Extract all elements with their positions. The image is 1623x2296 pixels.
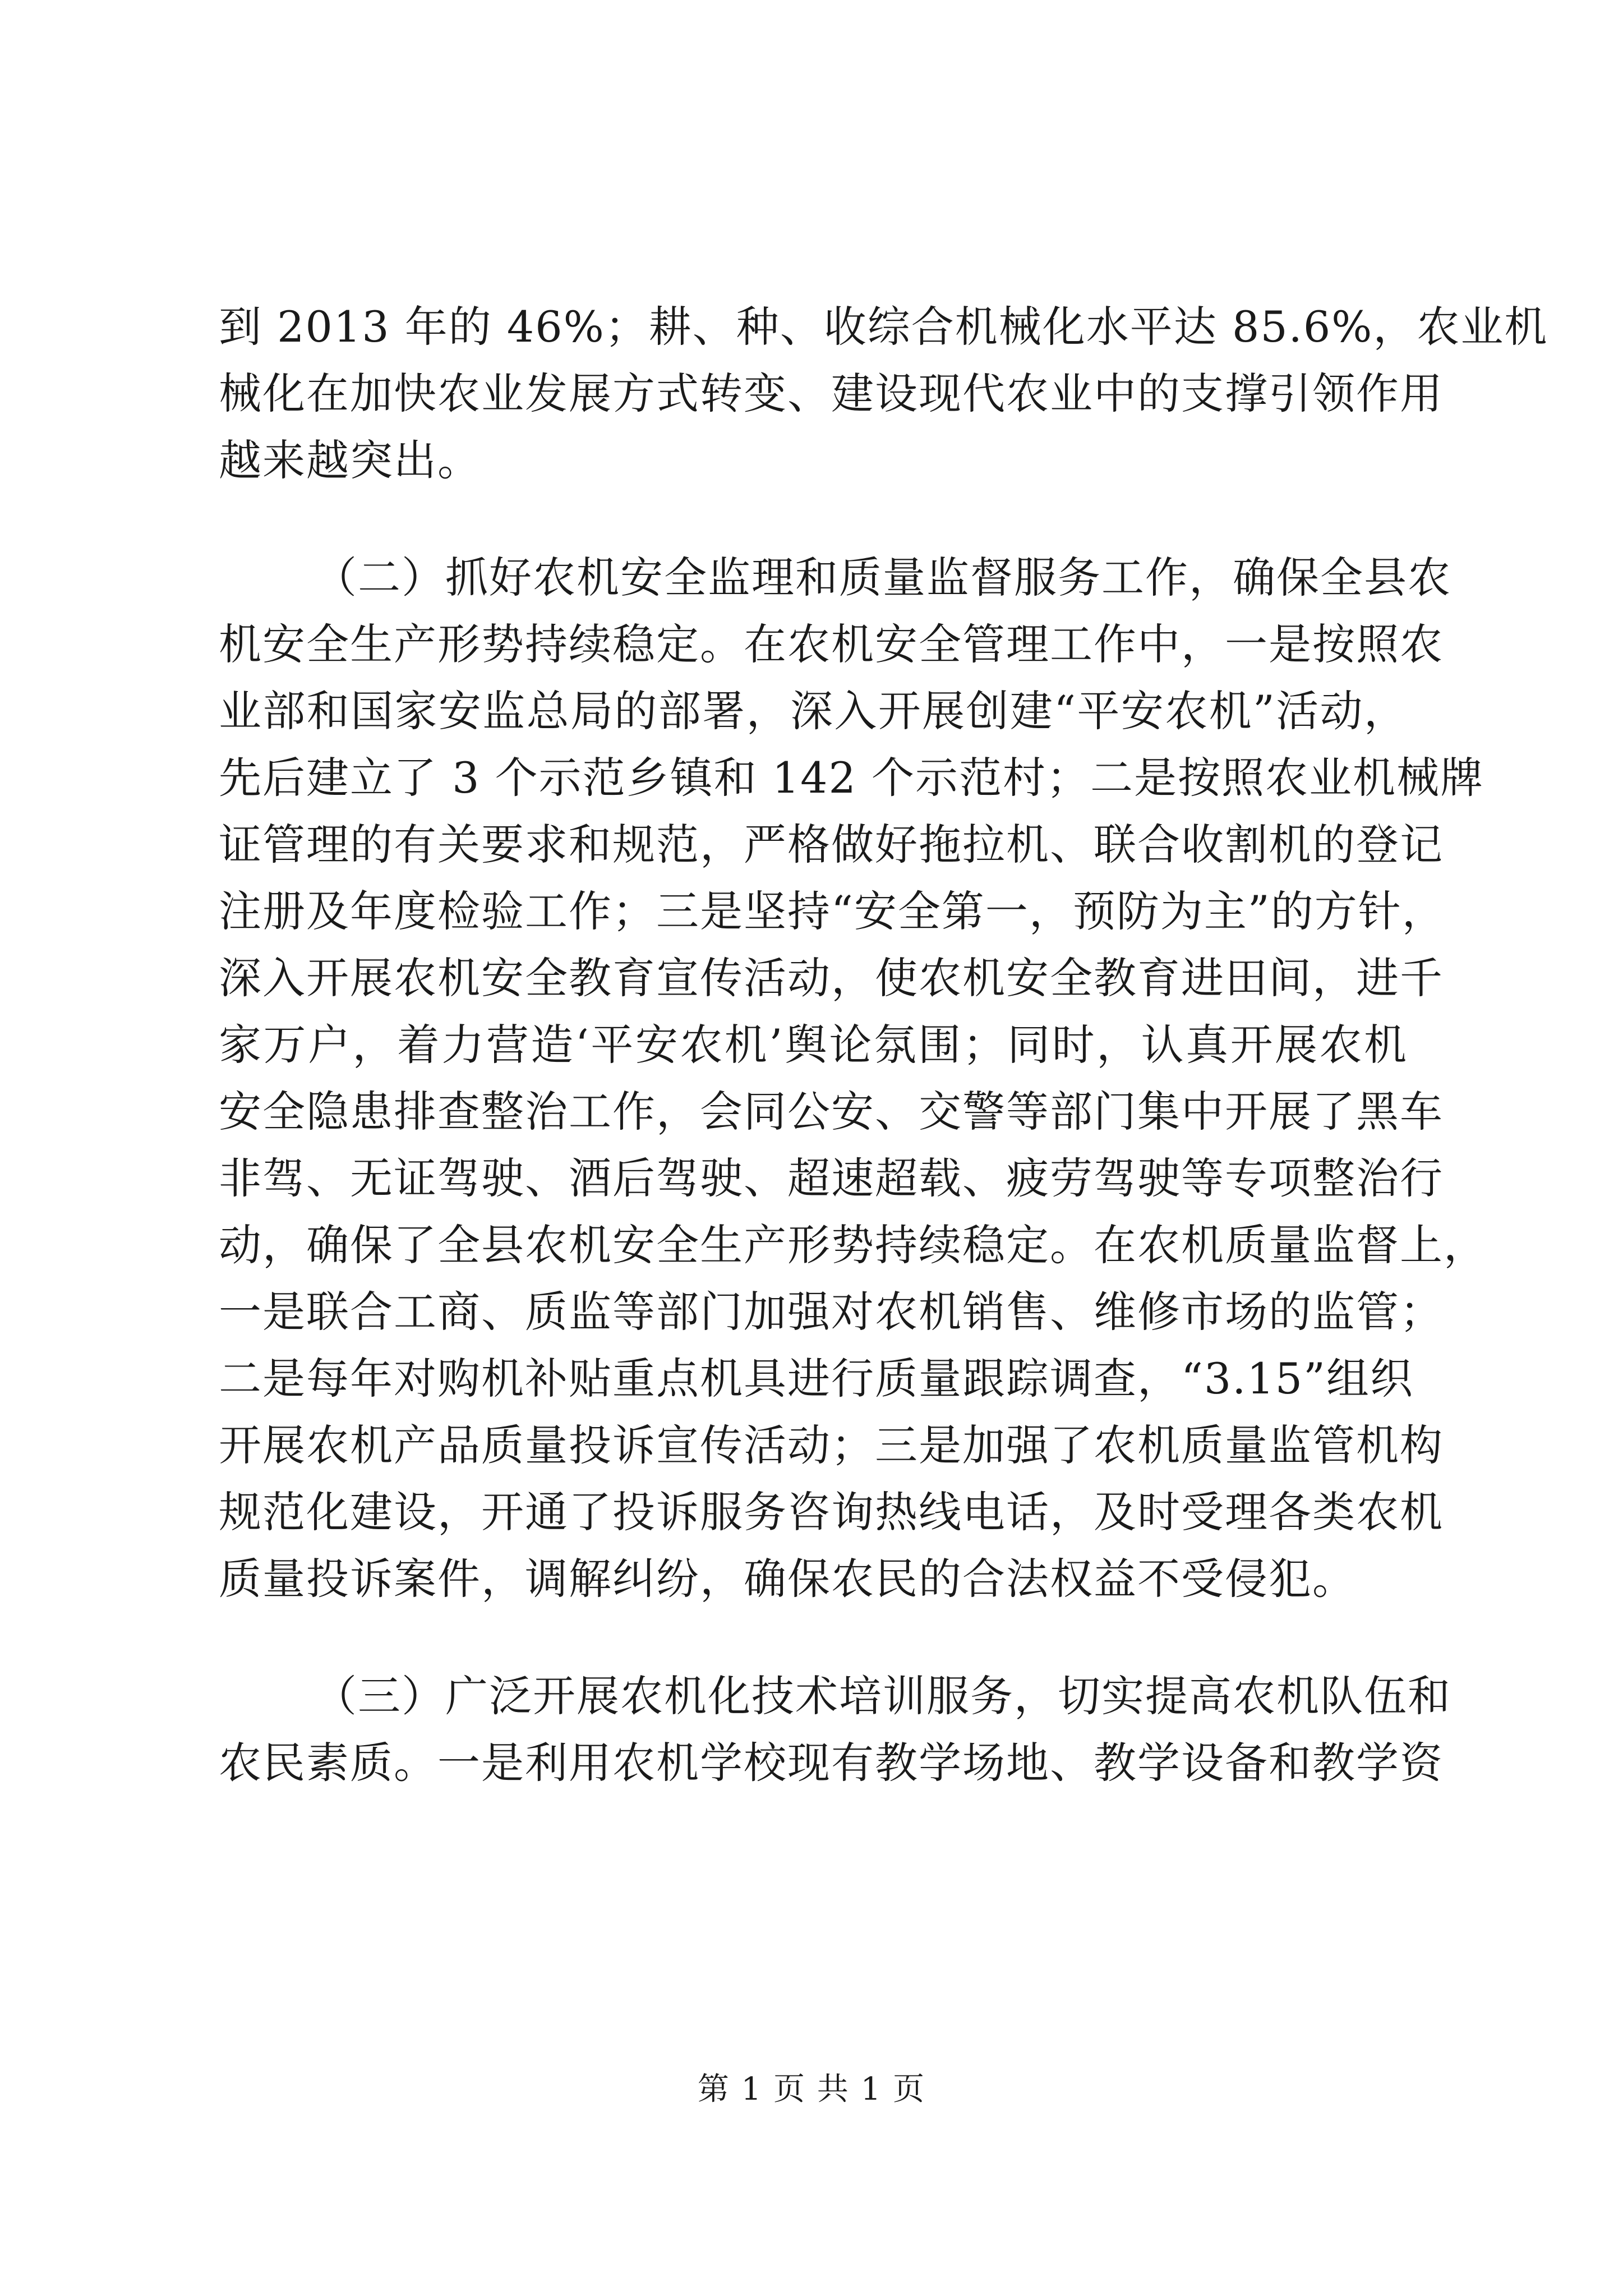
body-line-7: 先后建立了 3 个示范乡镇和 142 个示范村；二是按照农业机械牌 bbox=[219, 753, 1484, 803]
body-line-21: 农民素质。一是利用农机学校现有教学场地、教学设备和教学资 bbox=[219, 1738, 1444, 1788]
body-line-17: 开展农机产品质量投诉宣传活动；三是加强了农机质量监管机构 bbox=[219, 1420, 1444, 1470]
body-line-16: 二是每年对购机补贴重点机具进行质量跟踪调查，“3.15”组织 bbox=[219, 1354, 1414, 1404]
body-line-15: 一是联合工商、质监等部门加强对农机销售、维修市场的监管； bbox=[219, 1287, 1444, 1337]
body-line-1: 到 2013 年的 46%；耕、种、收综合机械化水平达 85.6%，农业机 bbox=[219, 302, 1548, 352]
body-line-6: 业部和国家安监总局的部署，深入开展创建“平安农机”活动， bbox=[219, 686, 1408, 736]
body-line-11: 家万户，着力营造‘平安农机’舆论氛围；同时，认真开展农机 bbox=[219, 1020, 1408, 1070]
body-line-14: 动，确保了全县农机安全生产形势持续稳定。在农机质量监督上， bbox=[219, 1220, 1487, 1270]
page-number-footer: 第 1 页 共 1 页 bbox=[697, 2071, 926, 2108]
section-heading-3: （三）广泛开展农机化技术培训服务，切实提高农机队伍和 bbox=[314, 1671, 1451, 1721]
section-heading-2: （二）抓好农机安全监理和质量监督服务工作，确保全县农 bbox=[314, 553, 1451, 602]
body-line-3: 越来越突出。 bbox=[219, 435, 481, 485]
body-line-8: 证管理的有关要求和规范，严格做好拖拉机、联合收割机的登记 bbox=[219, 820, 1444, 869]
body-line-12: 安全隐患排查整治工作，会同公安、交警等部门集中开展了黑车 bbox=[219, 1087, 1444, 1137]
body-line-9: 注册及年度检验工作；三是坚持“安全第一，预防为主”的方针， bbox=[219, 886, 1446, 936]
body-line-18: 规范化建设，开通了投诉服务咨询热线电话，及时受理各类农机 bbox=[219, 1487, 1444, 1537]
body-line-5: 机安全生产形势持续稳定。在农机安全管理工作中，一是按照农 bbox=[219, 619, 1444, 669]
body-line-2: 械化在加快农业发展方式转变、建设现代农业中的支撑引领作用 bbox=[219, 369, 1444, 418]
body-line-19: 质量投诉案件，调解纠纷，确保农民的合法权益不受侵犯。 bbox=[219, 1554, 1356, 1604]
body-line-13: 非驾、无证驾驶、酒后驾驶、超速超载、疲劳驾驶等专项整治行 bbox=[219, 1153, 1444, 1203]
body-line-10: 深入开展农机安全教育宣传活动，使农机安全教育进田间，进千 bbox=[219, 953, 1444, 1003]
